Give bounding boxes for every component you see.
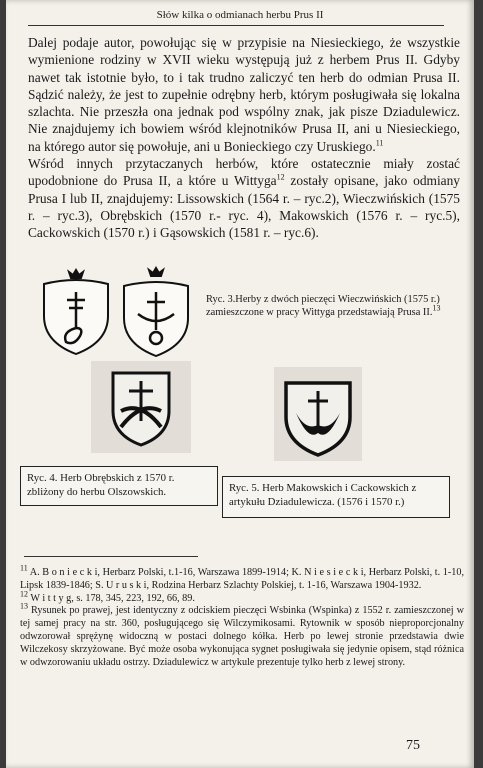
footnote-number: 12 xyxy=(20,589,28,599)
running-header: Słów kilka o odmianach herbu Prus II xyxy=(156,9,324,21)
figure-5-caption: Ryc. 5. Herb Makowskich i Cackowskich z artykułu Dziadulewicza. (1576 i 1570 r.) xyxy=(229,482,417,508)
footnote-number: 13 xyxy=(20,602,28,611)
footnotes xyxy=(20,563,464,669)
page-number: 75 xyxy=(406,738,420,753)
shield-cross-scythes-icon xyxy=(274,367,362,461)
paragraph-2-text-b: zostały opisane, jako odmiany Prusa I lub II, znajdujemy: Lissowskich (1564 r. – ryc.2), Wieczwińskich (1575 r. – ryc.3), Obrębskich (1570 r.- ryc. 4), Makowskich (1576 r. – ryc.5), Cackowskich (1570 r.) i Gąsowskich (1581 r. – ryc.6). xyxy=(28,173,460,241)
figure-3-caption-text: Ryc. 3.Herby z dwóch pieczęci Wieczwińskich (1575 r.) zamieszczone w pracy Wittyga przedstawiają Prusa II. xyxy=(206,294,440,318)
main-text xyxy=(28,34,460,242)
footnote-rule xyxy=(24,556,198,557)
figure-4-caption-box xyxy=(20,466,218,506)
figure-5-caption-box xyxy=(222,476,450,518)
footnote-text: A. B o n i e c k i, Herbarz Polski, t.1-16, Warszawa 1899-1914; K. N i e s i e c k i, Herbarz Polski, t. 1-10, Lipsk 1839-1846; S. U r u s k i, Rodzina Herbarz Szlachty Polskiej, t. 1-16, Warszawa 1904-1932. xyxy=(20,567,464,591)
paragraph-1 xyxy=(28,34,460,155)
makowski-arms-photo xyxy=(274,367,362,461)
wieczwinski-arms-drawings xyxy=(36,262,196,358)
footnote-12 xyxy=(20,589,464,606)
paragraph-2 xyxy=(28,155,460,241)
footnote-13 xyxy=(20,602,464,669)
footnote-text: W i t t y g, s. 178, 345, 223, 192, 66, 89. xyxy=(30,592,195,604)
footnote-ref-11: 11 xyxy=(375,138,384,148)
paragraph-1-text: Dalej podaje autor, powołując się w przypisie na Niesieckiego, że wszystkie wymienione rodziny w XVII wieku występują już z herbem Prus II. Gdyby nawet tak istotnie było, to i tak trudno zaliczyć ten herb do odmian Prusa II. Sądzić należy, że jest to zupełnie odrębny herb, którym posługiwała się lokalna szlachta. Nie przeszła ona jednak pod wspólny znak, jak pisze Dziadulewicz. Nie znajdujemy ich bowiem wśród klejnotników Prusa II, ani u Niesieckiego, na którego autor się powołuje, ani u Bonieckiego czy Uruskiego. xyxy=(28,35,460,154)
paragraph-2-text-a: Wśród innych przytaczanych herbów, które ostatecznie miały zostać upodobnione do Prusa II, a które u Wittyga xyxy=(28,156,460,189)
figure-4-caption: Ryc. 4. Herb Obrębskich z 1570 r. zbliżony do herbu Olszowskich. xyxy=(27,472,175,498)
footnote-ref-12: 12 xyxy=(276,172,285,182)
shield-left-icon xyxy=(44,270,108,354)
header-rule xyxy=(28,25,444,26)
figure-3-caption xyxy=(206,293,468,319)
shield-crossed-scythes-icon xyxy=(91,361,191,453)
footnote-11 xyxy=(20,563,464,593)
footnote-ref-13: 13 xyxy=(432,303,441,313)
shield-right-icon xyxy=(124,268,188,356)
obrebski-arms-photo xyxy=(91,361,191,453)
book-page xyxy=(6,0,474,768)
footnote-text: Rysunek po prawej, jest identyczny z odciskiem pieczęci Wsbinka (Wspinka) z 1552 r. zamieszczonej w tej samej pracy na str. 360, posługującego się Wilczymikosami. Rytownik w sposób nieproporcjonalny odwzorował sprężynę widoczną w postaci dolnego kółka. Herb po lewej stronie przedstawia dwie Wilczekosy skrzyżowane. Być może osoba wykonująca sygnet posługiwała się jedynie opisem, stąd różnica w odwzorowaniu układu ostrzy. Dziadulewicz w artykule prezentuje tylko herb z lewej strony. xyxy=(20,605,464,668)
footnote-number: 11 xyxy=(20,563,28,573)
